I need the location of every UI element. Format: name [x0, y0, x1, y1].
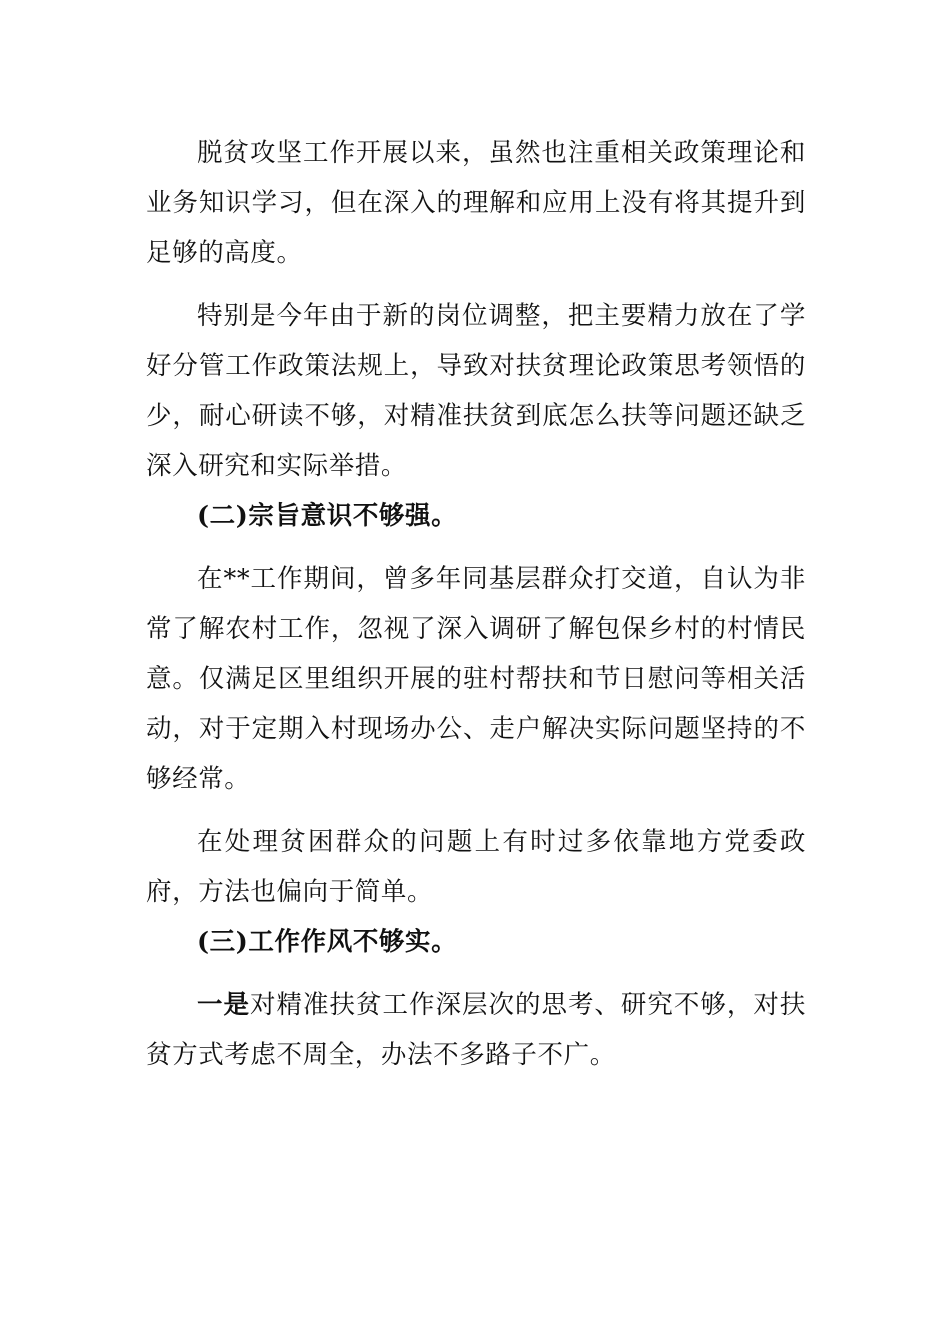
- paragraph-position-adjustment: 特别是今年由于新的岗位调整，把主要精力放在了学好分管工作政策法规上，导致对扶贫理论政策思考领悟的少，耐心研读不够，对精准扶贫到底怎么扶等问题还缺乏深入研究和实际举措。: [146, 301, 806, 481]
- paragraph-problem-handling: 在处理贫困群众的问题上有时过多依靠地方党委政府，方法也偏向于简单。: [146, 827, 806, 907]
- section-heading-purpose-awareness: (二)宗旨意识不够强。: [197, 501, 458, 531]
- section-heading-work-style: (三)工作作风不够实。: [197, 927, 458, 957]
- document-body: [146, 128, 806, 1080]
- paragraph-first-point: [146, 980, 806, 1080]
- paragraph-first-point-text: 对精准扶贫工作深层次的思考、研究不够，对扶贫方式考虑不周全，办法不多路子不广。: [146, 990, 806, 1070]
- lead-phrase: 一是: [197, 990, 250, 1020]
- paragraph-grassroots-work: 在**工作期间，曾多年同基层群众打交道，自认为非常了解农村工作，忽视了深入调研了解包保乡村的村情民意。仅满足区里组织开展的驻村帮扶和节日慰问等相关活动，对于定期入村现场办公、走户解决实际问题坚持的不够经常。: [146, 564, 806, 794]
- paragraph-theory-study: 脱贫攻坚工作开展以来，虽然也注重相关政策理论和业务知识学习，但在深入的理解和应用上没有将其提升到足够的高度。: [146, 138, 806, 268]
